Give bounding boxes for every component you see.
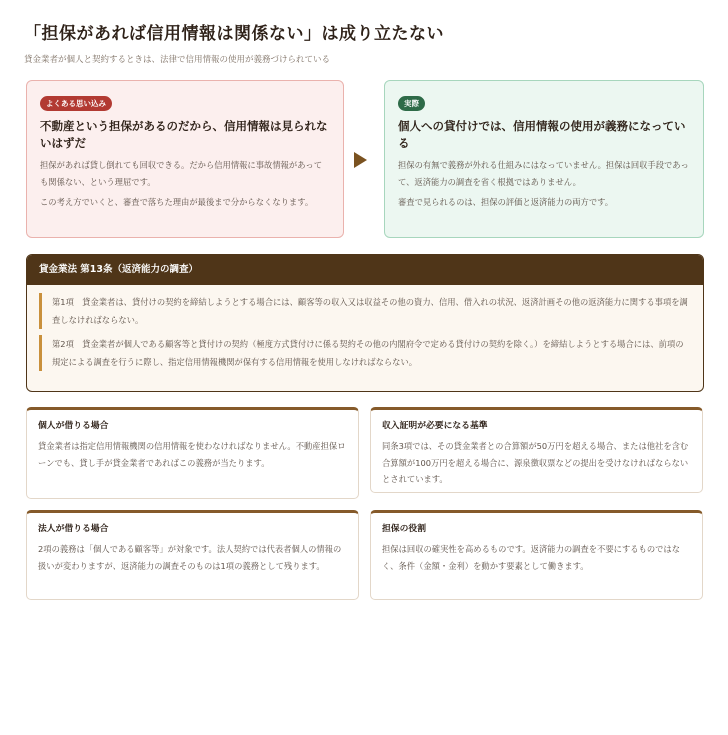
fact-paragraph: 審査で見られるのは、担保の評価と返済能力の両方です。 xyxy=(398,197,614,207)
arrow-right-icon xyxy=(354,152,367,168)
law-clause: 第2項 貸金業者が個人である顧客等と貸付けの契約（極度方式貸付けに係る契約その他の内閣府令で定める貸付けの契約を除く。）を締結しようとする場合には、前項の規定による調査を行うに際し、指定信用情報機関が保有する信用情報を使用しなければならない。 xyxy=(39,335,691,371)
info-card-text: 同条3項では、その貸金業者との合算額が50万円を超える場合、または他社を含む合算額が100万円を超える場合に、源泉徴収票などの提出を受けなければならないとされています。 xyxy=(382,441,689,484)
info-card-title: 法人が借りる場合 xyxy=(38,524,109,534)
fact-heading: 個人への貸付けでは、信用情報の使用が義務になっている xyxy=(398,119,686,150)
fact-paragraph: 担保の有無で義務が外れる仕組みにはなっていません。担保は回収手段であって、返済能力の調査を省く根拠ではありません。 xyxy=(398,160,689,187)
info-card-title: 個人が借りる場合 xyxy=(38,421,109,431)
myth-paragraph: この考え方でいくと、審査で落ちた理由が最後まで分からなくなります。 xyxy=(40,197,314,207)
info-card-text: 貸金業者は指定信用情報機関の信用情報を使わなければなりません。不動産担保ローンでも、貸し手が貸金業者であればこの義務が当たります。 xyxy=(38,441,346,468)
myth-heading: 不動産という担保があるのだから、信用情報は見られないはずだ xyxy=(40,119,328,150)
info-card-title: 収入証明が必要になる基準 xyxy=(382,421,488,431)
fact-card xyxy=(384,80,704,238)
comparison-section xyxy=(24,80,704,238)
info-card-title: 担保の役割 xyxy=(382,524,426,534)
myth-badge: よくある思い込み xyxy=(40,96,112,111)
info-card-text: 2項の義務は「個人である顧客等」が対象です。法人契約では代表者個人の情報の扱いが変わりますが、返済能力の調査そのものは1項の義務として残ります。 xyxy=(38,544,342,571)
myth-paragraph: 担保があれば貸し倒れても回収できる。だから信用情報に事故情報があっても関係ない、という理屈です。 xyxy=(40,160,323,187)
page-title: 「担保があれば信用情報は関係ない」は成り立たない xyxy=(24,24,444,44)
law-panel xyxy=(26,254,704,392)
law-clause: 第1項 貸金業者は、貸付けの契約を締結しようとする場合には、顧客等の収入又は収益その他の資力、信用、借入れの状況、返済計画その他の返済能力に関する事項を調査しなければならない。 xyxy=(39,293,691,329)
info-card-income-proof xyxy=(370,407,703,493)
myth-card xyxy=(26,80,344,238)
law-title: 貸金業法 第13条（返済能力の調査） xyxy=(27,255,703,285)
info-card-individual xyxy=(26,407,359,499)
info-card-corporate xyxy=(26,510,359,600)
info-card-grid xyxy=(24,407,704,607)
info-card-text: 担保は回収の確実性を高めるものです。返済能力の調査を不要にするものではなく、条件（金額・金利）を動かす要素として働きます。 xyxy=(382,544,681,571)
page-subtitle: 貸金業者が個人と契約するときは、法律で信用情報の使用が義務づけられている xyxy=(24,55,331,65)
fact-badge: 実際 xyxy=(398,96,425,111)
law-body xyxy=(27,285,703,371)
info-card-collateral-role xyxy=(370,510,703,600)
